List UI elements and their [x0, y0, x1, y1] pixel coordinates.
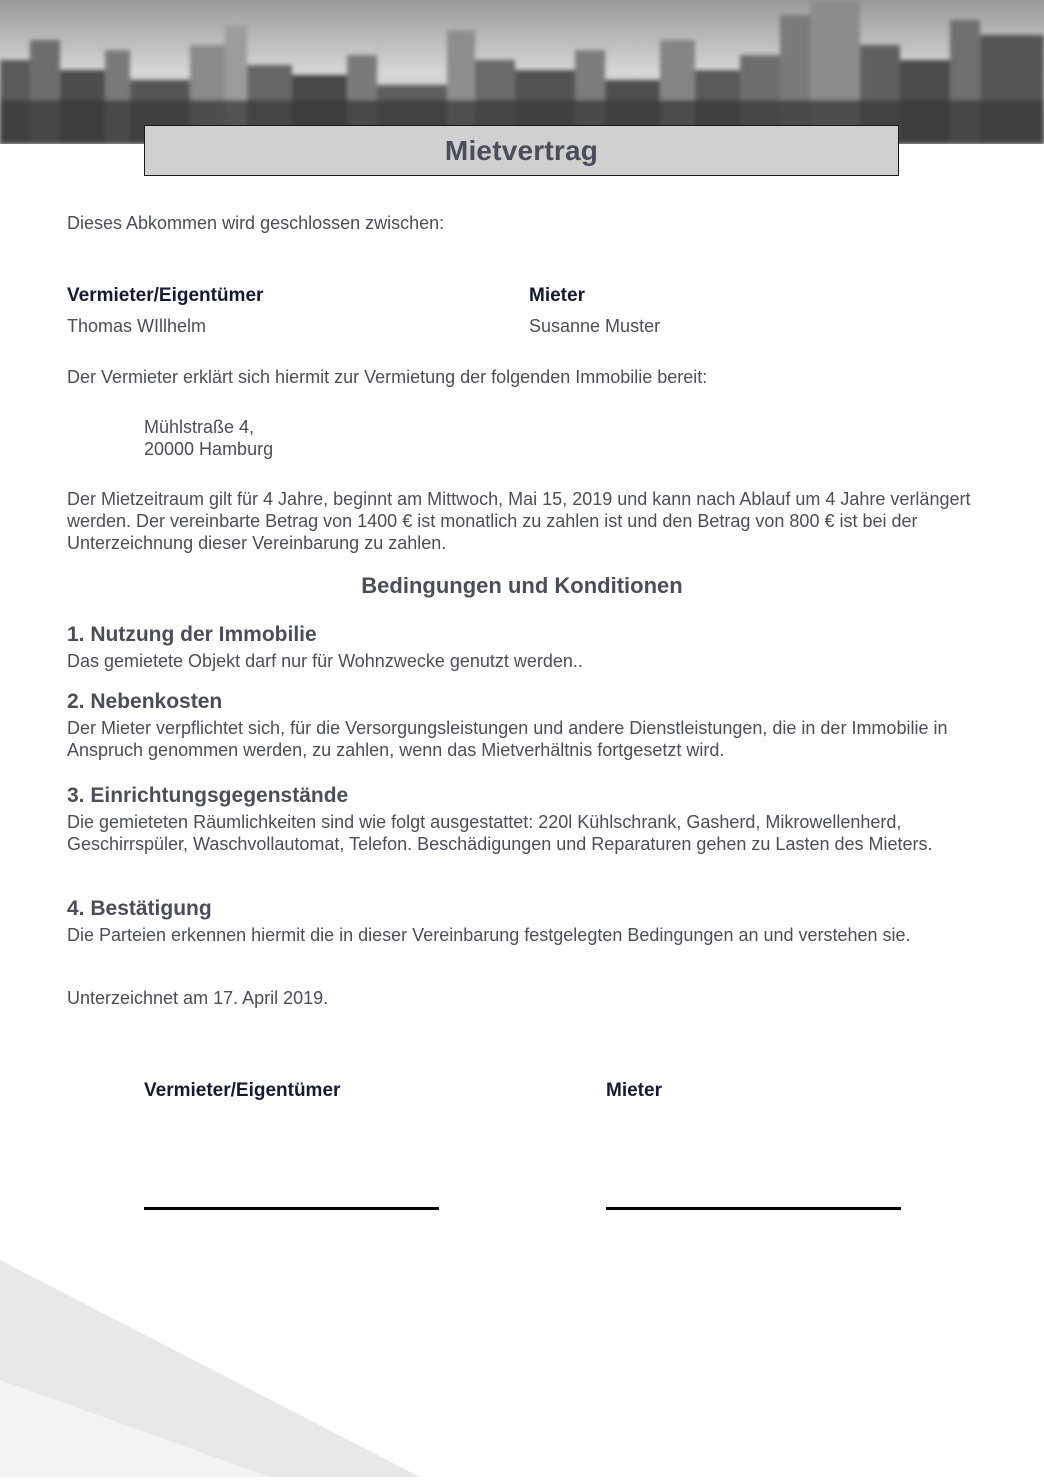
- term-body: Der Mieter verpflichtet sich, für die Versorgungsleistungen und andere Dienstleistungen, die in der Immobilie in Anspruch genommen werden, zu zahlen, wenn das Mietverhältnis fortgesetzt wird.: [67, 718, 948, 760]
- rental-period-paragraph: Der Mietzeitraum gilt für 4 Jahre, beginnt am Mittwoch, Mai 15, 2019 und kann nach Ablauf um 4 Jahre verlängert werden. Der vereinbarte Betrag von 1400 € ist monatlich zu zahlen ist und den Betrag von 800 € ist bei der Unterzeichnung dieser Vereinbarung zu zahlen.: [67, 489, 971, 553]
- title-box: [144, 125, 899, 176]
- footer-decoration: [0, 1250, 420, 1477]
- term-title: 4. Bestätigung: [67, 897, 212, 920]
- landlord-name: Thomas WIllhelm: [67, 316, 207, 336]
- intro-text: Dieses Abkommen wird geschlossen zwischen:: [67, 213, 445, 233]
- address-line2: 20000 Hamburg: [144, 439, 274, 459]
- term-body: Die gemieteten Räumlichkeiten sind wie folgt ausgestattet: 220l Kühlschrank, Gasherd, Mikrowellenherd, Geschirrspüler, Waschvollautomat, Telefon. Beschädigungen und Reparaturen gehen zu Lasten des Mieters.: [67, 812, 933, 854]
- term-title: 3. Einrichtungsgegenstände: [67, 784, 349, 807]
- landlord-label: Vermieter/Eigentümer: [67, 285, 264, 306]
- terms-heading: Bedingungen und Konditionen: [361, 573, 683, 598]
- term-body: Das gemietete Objekt darf nur für Wohnzwecke genutzt werden..: [67, 651, 583, 671]
- signed-date: Unterzeichnet am 17. April 2019.: [67, 988, 329, 1008]
- header-skyline-image: [0, 0, 1044, 144]
- term-body: Die Parteien erkennen hiermit die in dieser Vereinbarung festgelegten Bedingungen an und verstehen sie.: [67, 925, 911, 945]
- signature-tenant-label: Mieter: [606, 1080, 662, 1101]
- tenant-name: Susanne Muster: [529, 316, 661, 336]
- term-title: 1. Nutzung der Immobilie: [67, 623, 317, 646]
- tenant-label: Mieter: [529, 285, 585, 306]
- address-line1: Mühlstraße 4,: [144, 417, 255, 437]
- landlord-signature-line: [144, 1207, 439, 1210]
- tenant-signature-line: [606, 1207, 901, 1210]
- signature-landlord-label: Vermieter/Eigentümer: [144, 1080, 341, 1101]
- property-intro: Der Vermieter erklärt sich hiermit zur Vermietung der folgenden Immobilie bereit:: [67, 367, 708, 387]
- document-title: Mietvertrag: [444, 134, 599, 166]
- term-title: 2. Nebenkosten: [67, 690, 223, 713]
